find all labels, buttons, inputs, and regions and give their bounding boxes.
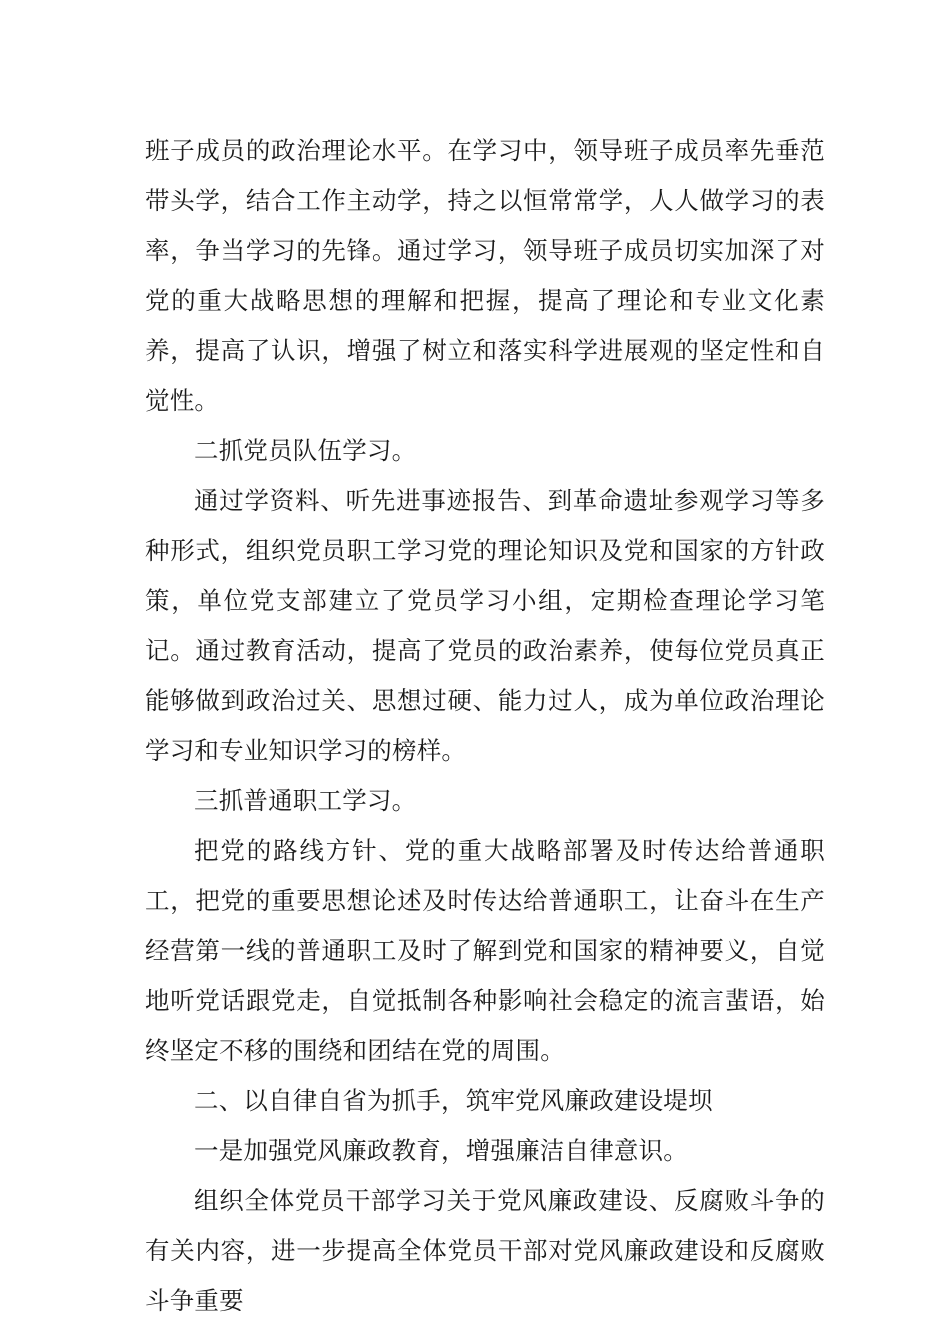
section-heading-integrity-education: 一是加强党风廉政教育，增强廉洁自律意识。: [194, 1136, 688, 1165]
paragraph-4: 组织全体党员干部学习关于党风廉政建设、反腐败斗争的有关内容，进一步提高全体党员干部对党风廉政建设和反腐败斗争重要: [145, 1186, 825, 1315]
paragraph-2: 通过学资料、听先进事迹报告、到革命遗址参观学习等多种形式，组织党员职工学习党的理论知识及党和国家的方针政策，单位党支部建立了党员学习小组，定期检查理论学习笔记。通过教育活动，提高了党员的政治素养，使每位党员真正能够做到政治过关、思想过硬、能力过人，成为单位政治理论学习和专业知识学习的榜样。: [145, 486, 825, 765]
section-heading-self-discipline: 二、以自律自省为抓手，筑牢党风廉政建设堤坝: [194, 1086, 713, 1115]
section-heading-staff: 三抓普通职工学习。: [194, 786, 417, 815]
section-heading-party-members: 二抓党员队伍学习。: [194, 436, 417, 465]
paragraph-1: 班子成员的政治理论水平。在学习中，领导班子成员率先垂范带头学，结合工作主动学，持之以恒常常学，人人做学习的表率，争当学习的先锋。通过学习，领导班子成员切实加深了对党的重大战略思想的理解和把握，提高了理论和专业文化素养，提高了认识，增强了树立和落实科学进展观的坚定性和自觉性。: [145, 136, 825, 415]
paragraph-3: 把党的路线方针、党的重大战略部署及时传达给普通职工，把党的重要思想论述及时传达给普通职工，让奋斗在生产经营第一线的普通职工及时了解到党和国家的精神要义，自觉地听党话跟党走，自觉抵制各种影响社会稳定的流言蜚语，始终坚定不移的围绕和团结在党的周围。: [145, 836, 825, 1065]
document-body: [145, 126, 825, 1326]
